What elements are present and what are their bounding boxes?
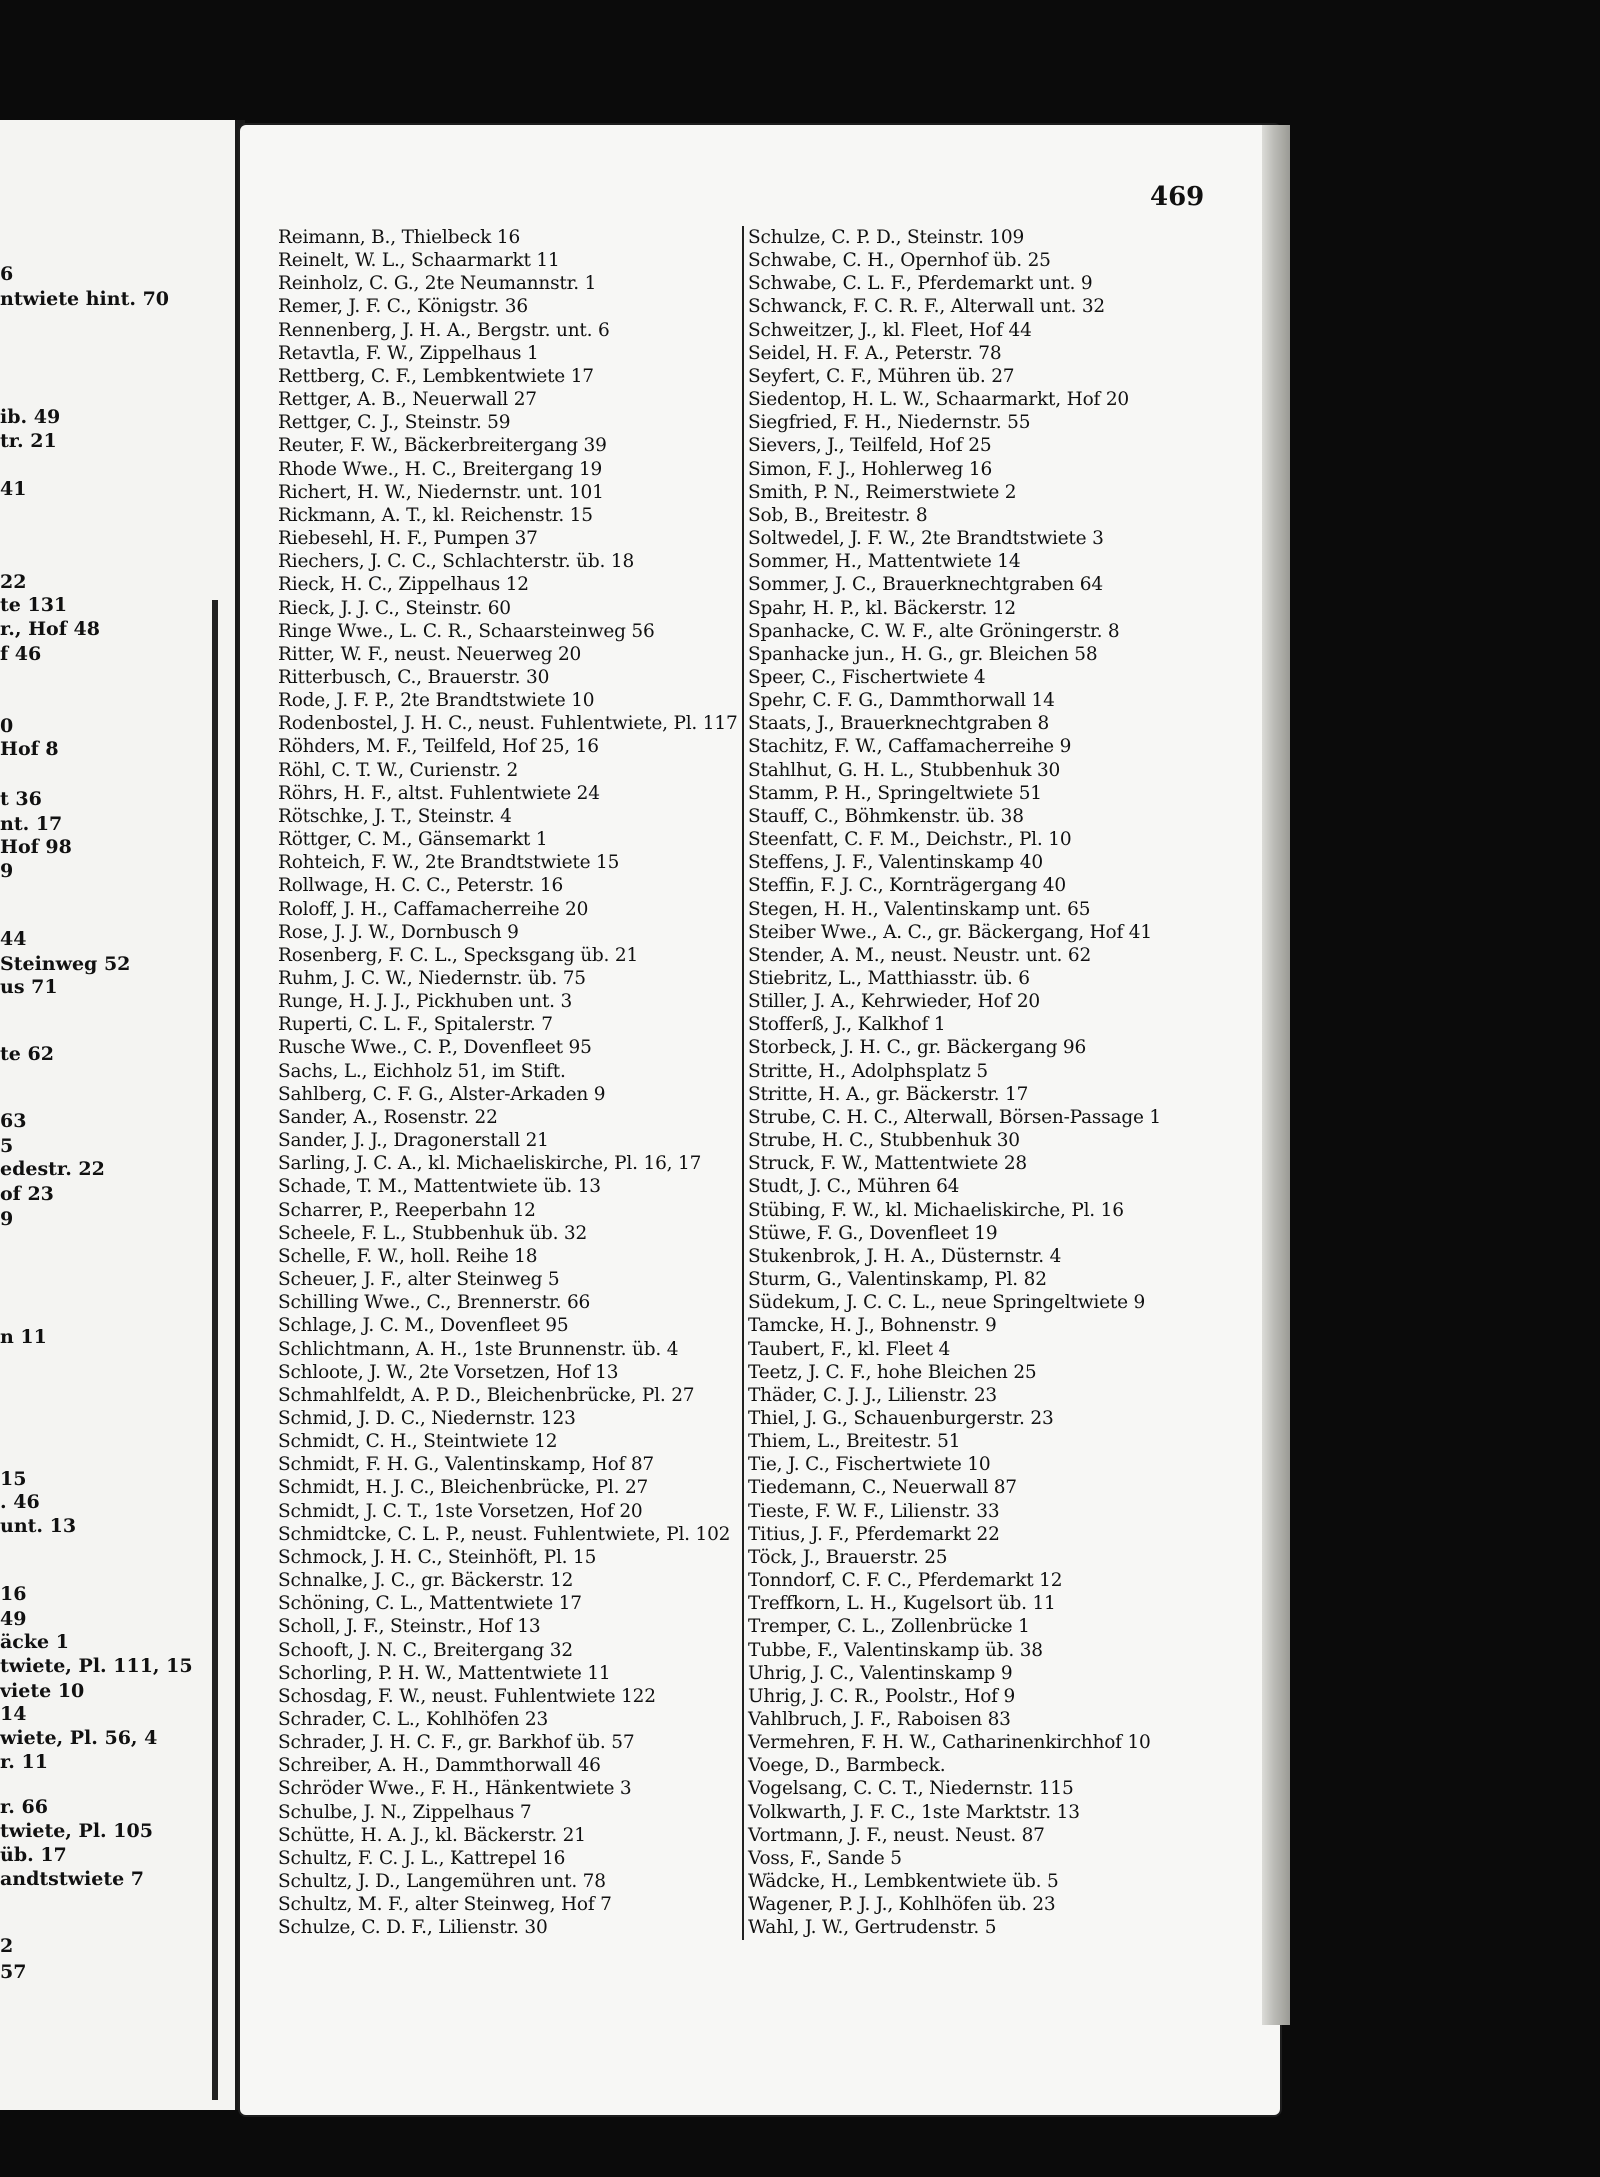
left-page-fragment: Steinweg 52	[0, 953, 131, 975]
directory-entry: Simon, F. J., Hohlerweg 16	[748, 458, 993, 480]
left-page-fragment: äcke 1	[0, 1631, 69, 1653]
directory-entry: Steenfatt, C. F. M., Deichstr., Pl. 10	[748, 829, 1072, 851]
directory-entry: Ritter, W. F., neust. Neuerweg 20	[278, 643, 582, 665]
left-page-fragment: Hof 98	[0, 836, 72, 858]
directory-entry: Schöning, C. L., Mattentwiete 17	[278, 1593, 582, 1615]
directory-entry: Schnalke, J. C., gr. Bäckerstr. 12	[278, 1570, 574, 1592]
directory-entry: Schwanck, F. C. R. F., Alterwall unt. 32	[748, 296, 1105, 318]
directory-entry: Smith, P. N., Reimerstwiete 2	[748, 481, 1017, 503]
directory-entry: Sommer, H., Mattentwiete 14	[748, 551, 1021, 573]
directory-entry: Sturm, G., Valentinskamp, Pl. 82	[748, 1269, 1047, 1291]
left-page-fragment: us 71	[0, 976, 58, 998]
left-page-fragment: unt. 13	[0, 1515, 77, 1537]
directory-entry: Rötschke, J. T., Steinstr. 4	[278, 805, 512, 827]
directory-entry: Schmahlfeldt, A. P. D., Bleichenbrücke, Pl. 27	[278, 1384, 695, 1406]
directory-entry: Schwabe, C. H., Opernhof üb. 25	[748, 250, 1051, 272]
directory-entry: Scheuer, J. F., alter Steinweg 5	[278, 1269, 560, 1291]
directory-entry: Teetz, J. C. F., hohe Bleichen 25	[748, 1361, 1037, 1383]
directory-entry: Schorling, P. H. W., Mattentwiete 11	[278, 1662, 611, 1684]
directory-entry: Stüwe, F. G., Dovenfleet 19	[748, 1222, 998, 1244]
directory-entry: Sahlberg, C. F. G., Alster-Arkaden 9	[278, 1083, 606, 1105]
directory-entry: Thiel, J. G., Schauenburgerstr. 23	[748, 1407, 1054, 1429]
directory-entry: Tieste, F. W. F., Lilienstr. 33	[748, 1500, 1000, 1522]
directory-entry: Schreiber, A. H., Dammthorwall 46	[278, 1755, 601, 1777]
left-page-fragment: 9	[0, 860, 14, 882]
left-page-fragment: 57	[0, 1961, 27, 1983]
left-page-fragment: te 62	[0, 1043, 54, 1065]
directory-entry: Ringe Wwe., L. C. R., Schaarsteinweg 56	[278, 620, 655, 642]
directory-entry: Stiller, J. A., Kehrwieder, Hof 20	[748, 991, 1040, 1013]
directory-entry: Schütte, H. A. J., kl. Bäckerstr. 21	[278, 1824, 586, 1846]
directory-entry: Schulze, C. P. D., Steinstr. 109	[748, 227, 1025, 248]
directory-entry: Tonndorf, C. F. C., Pferdemarkt 12	[748, 1570, 1063, 1592]
directory-entry: Scharrer, P., Reeperbahn 12	[278, 1199, 536, 1221]
left-page-fragment: 6	[0, 263, 14, 285]
directory-entry: Sachs, L., Eichholz 51, im Stift.	[278, 1060, 566, 1082]
directory-entry: Schweitzer, J., kl. Fleet, Hof 44	[748, 319, 1032, 341]
directory-entry: Treffkorn, L. H., Kugelsort üb. 11	[748, 1593, 1056, 1615]
directory-entry: Schade, T. M., Mattentwiete üb. 13	[278, 1176, 601, 1198]
directory-entry: Röhl, C. T. W., Curienstr. 2	[278, 759, 519, 781]
directory-entry: Reuter, F. W., Bäckerbreitergang 39	[278, 435, 607, 457]
directory-entry: Remer, J. F. C., Königstr. 36	[278, 296, 528, 318]
directory-entry: Schmidt, J. C. T., 1ste Vorsetzen, Hof 20	[278, 1500, 643, 1522]
directory-column-right	[742, 226, 1268, 1940]
left-page-fragment: n 11	[0, 1326, 47, 1348]
left-page-fragment: 9	[0, 1208, 14, 1230]
directory-entry: Rose, J. J. W., Dornbusch 9	[278, 921, 519, 943]
left-page-fragment: of 23	[0, 1183, 54, 1205]
directory-entry: Stamm, P. H., Springeltwiete 51	[748, 782, 1042, 804]
directory-entry: Schulze, C. D. F., Lilienstr. 30	[278, 1917, 548, 1939]
directory-entry: Sarling, J. C. A., kl. Michaeliskirche, Pl. 16, 17	[278, 1153, 702, 1175]
directory-entry: Stübing, F. W., kl. Michaeliskirche, Pl. 16	[748, 1199, 1124, 1221]
left-page-fragment: 41	[0, 478, 27, 500]
directory-entry: Tremper, C. L., Zollenbrücke 1	[748, 1616, 1030, 1638]
left-page-fragment: tr. 21	[0, 430, 57, 452]
directory-column-left	[278, 226, 748, 1940]
left-page-fragment: 5	[0, 1135, 14, 1157]
left-page-fragment: ntwiete hint. 70	[0, 288, 170, 310]
left-page-fragment: . 46	[0, 1491, 40, 1513]
directory-entry: Schmidtcke, C. L. P., neust. Fuhlentwiete, Pl. 102	[278, 1523, 731, 1545]
directory-entry: Staats, J., Brauerknechtgraben 8	[748, 713, 1050, 735]
directory-entry: Rieck, J. J. C., Steinstr. 60	[278, 597, 511, 619]
directory-entry: Rickmann, A. T., kl. Reichenstr. 15	[278, 504, 593, 526]
directory-entry: Siedentop, H. L. W., Schaarmarkt, Hof 20	[748, 389, 1129, 411]
directory-entry: Soltwedel, J. F. W., 2te Brandtstwiete 3	[748, 528, 1104, 550]
directory-entry: Struck, F. W., Mattentwiete 28	[748, 1153, 1027, 1175]
directory-entry: Rettger, A. B., Neuerwall 27	[278, 389, 537, 411]
left-page-fragment: 16	[0, 1583, 27, 1605]
directory-entry: Siegfried, F. H., Niedernstr. 55	[748, 412, 1031, 434]
directory-entry: Studt, J. C., Mühren 64	[748, 1176, 960, 1198]
directory-entry: Rettger, C. J., Steinstr. 59	[278, 412, 511, 434]
directory-entry: Strube, H. C., Stubbenhuk 30	[748, 1130, 1020, 1152]
directory-entry: Schmidt, C. H., Steintwiete 12	[278, 1431, 558, 1453]
left-page-fragment: Hof 8	[0, 738, 59, 760]
directory-entry: Reinelt, W. L., Schaarmarkt 11	[278, 250, 560, 272]
left-page-fragment: 15	[0, 1468, 27, 1490]
directory-entry: Rode, J. F. P., 2te Brandtstwiete 10	[278, 690, 595, 712]
directory-entry: Steffin, F. J. C., Kornträgergang 40	[748, 875, 1066, 897]
directory-entry: Ritterbusch, C., Brauerstr. 30	[278, 666, 550, 688]
directory-entry: Scholl, J. F., Steinstr., Hof 13	[278, 1616, 541, 1638]
directory-entry: Uhrig, J. C., Valentinskamp 9	[748, 1662, 1013, 1684]
left-page-fragment: r., Hof 48	[0, 618, 100, 640]
directory-entry: Schrader, C. L., Kohlhöfen 23	[278, 1709, 549, 1730]
directory-entry: Riebesehl, H. F., Pumpen 37	[278, 528, 538, 550]
left-page-fragment: twiete, Pl. 105	[0, 1820, 153, 1842]
directory-entry: Tie, J. C., Fischertwiete 10	[748, 1454, 991, 1476]
directory-entry: Rennenberg, J. H. A., Bergstr. unt. 6	[278, 319, 610, 341]
left-page-fragment: andtstwiete 7	[0, 1868, 145, 1890]
left-page-fragment: t 36	[0, 788, 42, 810]
directory-entry: Richert, H. W., Niedernstr. unt. 101	[278, 481, 604, 503]
left-page-fragment: viete 10	[0, 1680, 85, 1702]
directory-entry: Ruperti, C. L. F., Spitalerstr. 7	[278, 1014, 553, 1036]
directory-entry: Schelle, F. W., holl. Reihe 18	[278, 1245, 538, 1267]
directory-entry: Speer, C., Fischertwiete 4	[748, 666, 986, 688]
directory-entry: Wahl, J. W., Gertrudenstr. 5	[748, 1917, 997, 1939]
directory-entry: Stahlhut, G. H. L., Stubbenhuk 30	[748, 759, 1061, 781]
directory-entry: Titius, J. F., Pferdemarkt 22	[748, 1523, 1000, 1545]
left-page-fragment: 44	[0, 928, 27, 950]
left-page-fragment: f 46	[0, 643, 42, 665]
directory-entry: Rollwage, H. C. C., Peterstr. 16	[278, 875, 564, 897]
left-page-fragment: te 131	[0, 594, 68, 616]
directory-entry: Schultz, F. C. J. L., Kattrepel 16	[278, 1847, 566, 1869]
left-page-fragment: üb. 17	[0, 1844, 67, 1866]
directory-entry: Südekum, J. C. C. L., neue Springeltwiete 9	[748, 1292, 1146, 1314]
directory-entry: Rohteich, F. W., 2te Brandtstwiete 15	[278, 852, 620, 874]
directory-entry: Sob, B., Breitestr. 8	[748, 504, 928, 526]
directory-entry: Storbeck, J. H. C., gr. Bäckergang 96	[748, 1037, 1087, 1059]
left-page-fragment: wiete, Pl. 56, 4	[0, 1727, 158, 1749]
directory-entry: Runge, H. J. J., Pickhuben unt. 3	[278, 991, 573, 1013]
directory-entry: Wagener, P. J. J., Kohlhöfen üb. 23	[748, 1894, 1056, 1916]
directory-entry: Riechers, J. C. C., Schlachterstr. üb. 18	[278, 551, 635, 573]
directory-entry: Schloote, J. W., 2te Vorsetzen, Hof 13	[278, 1361, 619, 1383]
left-page-fragment: 14	[0, 1703, 27, 1725]
directory-entry: Vahlbruch, J. F., Raboisen 83	[748, 1709, 1011, 1730]
book-gutter	[212, 600, 218, 2100]
directory-entry: Stiebritz, L., Matthiasstr. üb. 6	[748, 968, 1030, 989]
left-page-fragment: 22	[0, 571, 27, 593]
directory-entry: Rosenberg, F. C. L., Specksgang üb. 21	[278, 944, 639, 966]
directory-entry: Retavtla, F. W., Zippelhaus 1	[278, 342, 539, 364]
directory-entry: Schrader, J. H. C. F., gr. Barkhof üb. 57	[278, 1732, 635, 1754]
directory-entry: Thiem, L., Breitestr. 51	[748, 1431, 961, 1453]
directory-entry: Schmock, J. H. C., Steinhöft, Pl. 15	[278, 1546, 597, 1568]
left-page-fragment: twiete, Pl. 111, 15	[0, 1655, 193, 1677]
directory-entry: Stukenbrok, J. H. A., Düsternstr. 4	[748, 1245, 1062, 1267]
directory-entry: Röhrs, H. F., altst. Fuhlentwiete 24	[278, 782, 600, 804]
directory-entry: Stender, A. M., neust. Neustr. unt. 62	[748, 944, 1092, 966]
directory-entry: Schultz, M. F., alter Steinweg, Hof 7	[278, 1894, 612, 1916]
left-page-fragment: r. 66	[0, 1796, 48, 1818]
directory-entry: Voege, D., Barmbeck.	[748, 1755, 946, 1777]
directory-entry: Sievers, J., Teilfeld, Hof 25	[748, 435, 992, 457]
directory-entry: Rieck, H. C., Zippelhaus 12	[278, 574, 529, 596]
directory-entry: Reimann, B., Thielbeck 16	[278, 227, 521, 248]
directory-entry: Stauff, C., Böhmkenstr. üb. 38	[748, 805, 1024, 827]
left-page-fragment: nt. 17	[0, 813, 63, 835]
left-page-fragment: 63	[0, 1110, 27, 1132]
directory-entry: Uhrig, J. C. R., Poolstr., Hof 9	[748, 1685, 1016, 1707]
directory-entry: Rhode Wwe., H. C., Breitergang 19	[278, 458, 603, 480]
directory-entry: Tubbe, F., Valentinskamp üb. 38	[748, 1639, 1043, 1661]
directory-entry: Schilling Wwe., C., Brennerstr. 66	[278, 1292, 591, 1314]
directory-entry: Wädcke, H., Lembkentwiete üb. 5	[748, 1871, 1059, 1893]
directory-entry: Tiedemann, C., Neuerwall 87	[748, 1477, 1017, 1499]
directory-entry: Spanhacke, C. W. F., alte Gröningerstr. 8	[748, 620, 1120, 642]
directory-entry: Roloff, J. H., Caffamacherreihe 20	[278, 898, 589, 920]
directory-entry: Voss, F., Sande 5	[748, 1847, 902, 1869]
directory-entry: Rusche Wwe., C. P., Dovenfleet 95	[278, 1037, 592, 1059]
directory-entry: Sommer, J. C., Brauerknechtgraben 64	[748, 574, 1103, 596]
directory-entry: Schooft, J. N. C., Breitergang 32	[278, 1639, 573, 1661]
directory-entry: Seidel, H. F. A., Peterstr. 78	[748, 342, 1002, 364]
page-number: 469	[1150, 182, 1205, 212]
directory-entry: Rodenbostel, J. H. C., neust. Fuhlentwiete, Pl. 117	[278, 713, 738, 735]
directory-entry: Vermehren, F. H. W., Catharinenkirchhof 10	[748, 1732, 1151, 1754]
directory-entry: Schmidt, F. H. G., Valentinskamp, Hof 87	[278, 1454, 654, 1476]
directory-entry: Schultz, J. D., Langemühren unt. 78	[278, 1871, 606, 1893]
directory-entry: Taubert, F., kl. Fleet 4	[748, 1338, 951, 1360]
directory-entry: Schlichtmann, A. H., 1ste Brunnenstr. üb. 4	[278, 1338, 679, 1360]
directory-entry: Ruhm, J. C. W., Niedernstr. üb. 75	[278, 968, 586, 989]
directory-entry: Scheele, F. L., Stubbenhuk üb. 32	[278, 1222, 588, 1244]
directory-entry: Vortmann, J. F., neust. Neust. 87	[748, 1824, 1045, 1846]
directory-entry: Röttger, C. M., Gänsemarkt 1	[278, 829, 548, 851]
directory-entry: Töck, J., Brauerstr. 25	[748, 1546, 948, 1568]
directory-entry: Schwabe, C. L. F., Pferdemarkt unt. 9	[748, 273, 1093, 295]
directory-entry: Spehr, C. F. G., Dammthorwall 14	[748, 690, 1055, 712]
directory-entry: Volkwarth, J. F. C., 1ste Marktstr. 13	[748, 1801, 1080, 1823]
directory-entry: Spanhacke jun., H. G., gr. Bleichen 58	[748, 643, 1098, 665]
directory-entry: Schosdag, F. W., neust. Fuhlentwiete 122	[278, 1685, 656, 1707]
directory-entry: Steiber Wwe., A. C., gr. Bäckergang, Hof 41	[748, 921, 1152, 943]
directory-entry: Stegen, H. H., Valentinskamp unt. 65	[748, 898, 1091, 920]
directory-entry: Sander, A., Rosenstr. 22	[278, 1106, 498, 1128]
directory-entry: Röhders, M. F., Teilfeld, Hof 25, 16	[278, 736, 599, 758]
left-page-fragment: 0	[0, 715, 14, 737]
directory-entry: Stritte, H. A., gr. Bäckerstr. 17	[748, 1083, 1029, 1105]
directory-entry: Stofferß, J., Kalkhof 1	[748, 1014, 946, 1036]
directory-entry: Sander, J. J., Dragonerstall 21	[278, 1130, 549, 1152]
directory-entry: Schulbe, J. N., Zippelhaus 7	[278, 1801, 532, 1823]
directory-entry: Strube, C. H. C., Alterwall, Börsen-Passage 1	[748, 1106, 1161, 1128]
left-page-fragment: 2	[0, 1935, 14, 1957]
directory-entry: Reinholz, C. G., 2te Neumannstr. 1	[278, 273, 597, 295]
directory-entry: Schmid, J. D. C., Niedernstr. 123	[278, 1407, 576, 1429]
directory-entry: Seyfert, C. F., Mühren üb. 27	[748, 365, 1015, 387]
directory-entry: Stachitz, F. W., Caffamacherreihe 9	[748, 736, 1072, 758]
left-page-fragment: r. 11	[0, 1751, 48, 1773]
directory-entry: Tamcke, H. J., Bohnenstr. 9	[748, 1315, 997, 1337]
directory-entry: Schröder Wwe., F. H., Hänkentwiete 3	[278, 1778, 632, 1800]
directory-entry: Steffens, J. F., Valentinskamp 40	[748, 852, 1043, 874]
directory-entry: Thäder, C. J. J., Lilienstr. 23	[748, 1384, 998, 1406]
directory-entry: Schmidt, H. J. C., Bleichenbrücke, Pl. 27	[278, 1477, 649, 1499]
directory-entry: Vogelsang, C. C. T., Niedernstr. 115	[748, 1778, 1074, 1800]
left-page-fragment: ib. 49	[0, 406, 61, 428]
left-page	[0, 120, 245, 2110]
left-page-fragment: 49	[0, 1608, 27, 1630]
directory-entry: Stritte, H., Adolphsplatz 5	[748, 1060, 988, 1082]
directory-entry: Schlage, J. C. M., Dovenfleet 95	[278, 1315, 569, 1337]
directory-entry: Spahr, H. P., kl. Bäckerstr. 12	[748, 597, 1016, 619]
directory-entry: Rettberg, C. F., Lembkentwiete 17	[278, 365, 594, 387]
left-page-fragment: edestr. 22	[0, 1158, 105, 1180]
